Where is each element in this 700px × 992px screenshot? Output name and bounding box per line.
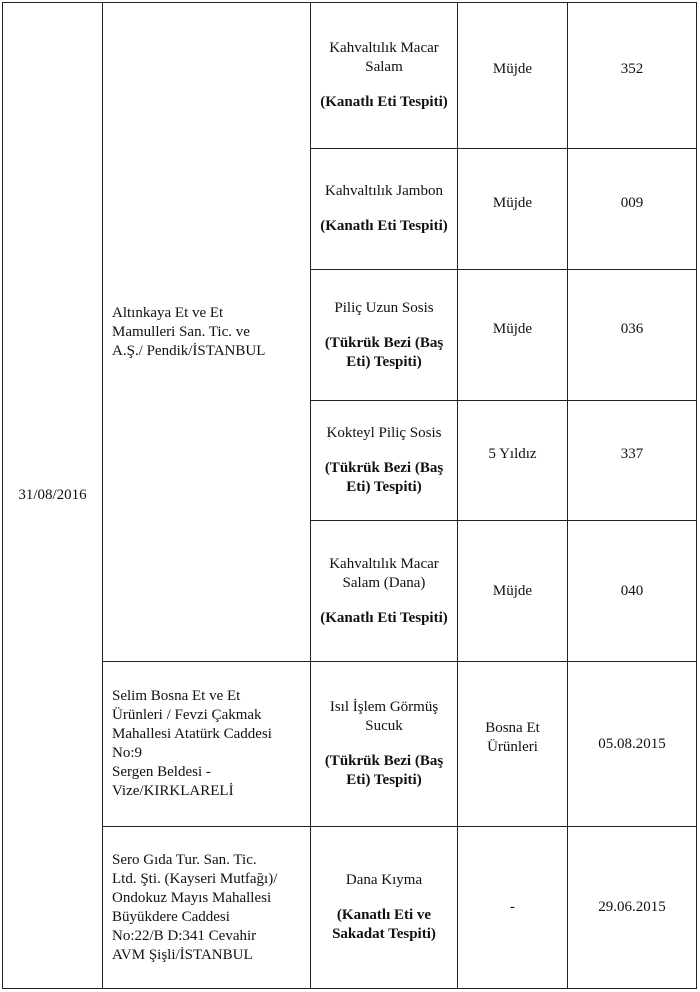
lot-text: 040 <box>620 582 644 599</box>
firm-line: No:22/B D:341 Cevahir <box>112 927 257 944</box>
product-name: Isıl İşlem Görmüş Sucuk <box>329 699 439 734</box>
firm-line: Ltd. Şti. (Kayseri Mutfağı)/ <box>112 870 278 887</box>
brand-cell <box>458 3 568 149</box>
product-name: Kokteyl Piliç Sosis <box>326 425 442 441</box>
firm-line: Büyükdere Caddesi <box>112 908 230 925</box>
firm-line: Vize/KIRKLARELİ <box>112 783 234 799</box>
lot-cell <box>568 3 697 149</box>
brand-cell <box>458 521 568 662</box>
finding-text: (Kanatlı Eti Tespiti) <box>320 609 448 626</box>
brand-text: Bosna Et Ürünleri <box>485 720 540 755</box>
brand-cell <box>458 270 568 401</box>
date-cell: 31/08/2016 <box>3 3 103 989</box>
product-cell <box>311 149 458 270</box>
firm-line: Selim Bosna Et ve Et <box>112 688 241 704</box>
table-row <box>3 827 697 989</box>
finding-text: (Kanatlı Eti Tespiti) <box>320 94 448 110</box>
table-row <box>3 662 697 827</box>
product-name: Kahvaltılık Macar Salam <box>329 40 439 75</box>
recall-table <box>2 2 697 989</box>
lot-text: 337 <box>620 446 644 462</box>
firm-cell <box>103 827 311 989</box>
brand-cell <box>458 149 568 270</box>
firm-line: Ürünleri / Fevzi Çakmak <box>112 707 262 723</box>
product-name: Kahvaltılık Jambon <box>325 183 443 199</box>
product-name: Piliç Uzun Sosis <box>334 299 434 316</box>
firm-cell <box>103 662 311 827</box>
brand-text: 5 Yıldız <box>488 446 537 462</box>
firm-line: No:9 <box>112 745 142 761</box>
brand-text: Müjde <box>492 194 533 211</box>
brand-cell <box>458 662 568 827</box>
lot-cell <box>568 401 697 521</box>
firm-cell <box>103 3 311 662</box>
lot-cell <box>568 149 697 270</box>
brand-text: - <box>510 899 515 915</box>
firm-line: Altınkaya Et ve Et <box>112 304 224 321</box>
firm-line: Ondokuz Mayıs Mahallesi <box>112 889 272 906</box>
brand-cell <box>458 401 568 521</box>
firm-line: Mahallesi Atatürk Caddesi <box>112 726 272 742</box>
lot-cell <box>568 827 697 989</box>
lot-cell <box>568 521 697 662</box>
product-cell <box>311 3 458 149</box>
firm-line: Sero Gıda Tur. San. Tic. <box>112 851 257 868</box>
finding-text: (Kanatlı Eti ve Sakadat Tespiti) <box>332 907 436 942</box>
lot-text: 29.06.2015 <box>598 899 666 915</box>
finding-text: (Tükrük Bezi (Baş Eti) Tespiti) <box>324 753 444 788</box>
lot-text: 036 <box>620 320 644 337</box>
brand-text: Müjde <box>492 320 533 337</box>
firm-line: AVM Şişli/İSTANBUL <box>112 946 253 963</box>
product-cell <box>311 270 458 401</box>
finding-text: (Tükrük Bezi (Baş Eti) Tespiti) <box>324 460 444 495</box>
finding-text: (Tükrük Bezi (Baş Eti) Tespiti) <box>324 334 444 370</box>
product-name: Dana Kıyma <box>345 872 423 888</box>
lot-text: 352 <box>620 61 644 77</box>
lot-text: 009 <box>620 194 644 211</box>
lot-cell <box>568 270 697 401</box>
table-row <box>3 3 697 149</box>
finding-text: (Kanatlı Eti Tespiti) <box>320 218 448 234</box>
product-cell <box>311 401 458 521</box>
brand-cell <box>458 827 568 989</box>
lot-cell <box>568 662 697 827</box>
brand-text: Müjde <box>492 61 533 77</box>
product-cell <box>311 827 458 989</box>
product-name: Kahvaltılık Macar Salam (Dana) <box>329 555 439 591</box>
firm-line: A.Ş./ Pendik/İSTANBUL <box>112 342 266 359</box>
product-cell <box>311 521 458 662</box>
brand-text: Müjde <box>492 582 533 599</box>
firm-line: Mamulleri San. Tic. ve <box>112 323 250 340</box>
lot-text: 05.08.2015 <box>598 735 666 752</box>
firm-line: Sergen Beldesi - <box>112 764 211 780</box>
product-cell <box>311 662 458 827</box>
